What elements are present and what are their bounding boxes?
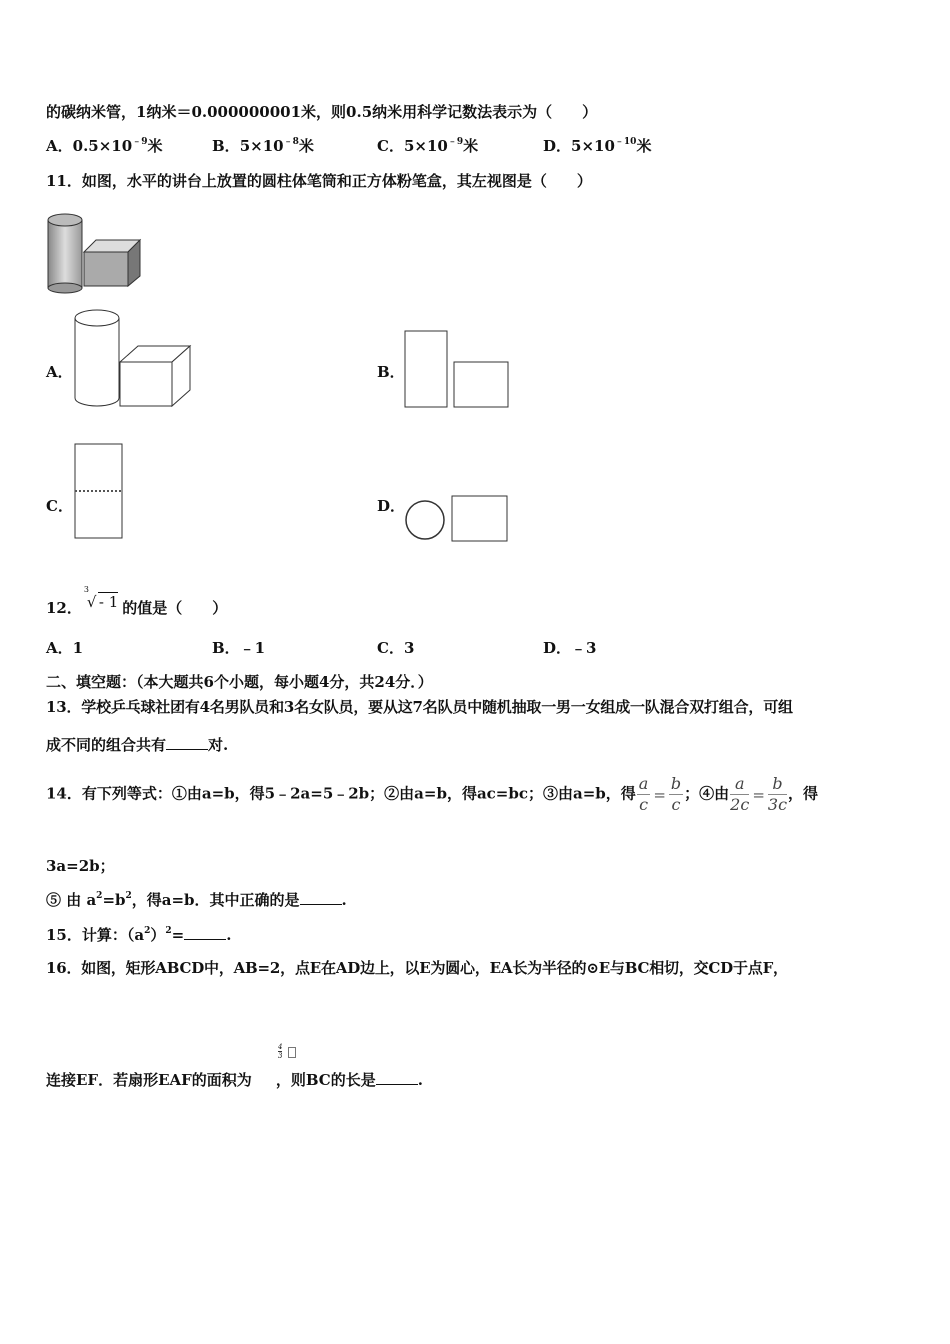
q12-option-b: B．﹣1 (212, 639, 266, 657)
answer-blank[interactable] (300, 890, 342, 905)
q10-option-c: C．$5\times 10^{﹣9}$米 (377, 137, 479, 155)
q11-option-d-figure[interactable] (402, 492, 512, 544)
q12-option-a: A．1 (46, 639, 84, 657)
q12-stem: 的值是（ ） (122, 599, 228, 617)
q13-line1: 13．学校乒乓球社团有4名男队员和3名女队员，要从这7名队员中随机抽取一男一女组成一队混合双打组合，可组 (46, 698, 793, 716)
q10-stem: 的碳纳米管，1纳米＝0.000000001米，则0.5纳米用科学记数法表示为（ ） (46, 103, 598, 121)
section-heading: 二、填空题：（本大题共6个小题，每小题4分，共24分．） (46, 673, 433, 691)
q12-option-c: C．3 (377, 639, 415, 657)
q14-line2: 3a=2b； (46, 857, 115, 875)
q12-cube-root: 3 √ - 1 (83, 585, 119, 611)
q14-part3: ，得 (788, 784, 819, 803)
q11-stem: 11．如图，水平的讲台上放置的圆柱体笔筒和正方体粉笔盒，其左视图是（ ） (46, 172, 592, 190)
q10-option-d: D．$5\times 10^{﹣10}$米 (543, 137, 652, 155)
q11-option-b-label: B． (377, 363, 405, 381)
q10-option-a: A．$0.5\times 10^{﹣9}$米 (46, 137, 163, 155)
q14-fraction-b-over-3c: $\frac{b}{3c}$ (767, 774, 788, 814)
q15: 15．计算：$(a^2)^2=$ . (46, 926, 232, 944)
q11-option-a-label: A． (46, 363, 73, 381)
q14-line3: ⑤ 由 $a^2=b^2$，得a=b．其中正确的是 . (46, 891, 347, 909)
answer-blank[interactable] (376, 1070, 418, 1085)
q11-main-figure (44, 212, 144, 294)
q11-option-a-figure[interactable] (72, 306, 196, 412)
q14-part1: 14．有下列等式：①由a=b，得5﹣2a=5﹣2b；②由a=b，得ac=bc；③由a=b，得 (46, 784, 636, 803)
q13-line2: 成不同的组合共有 对. (46, 736, 229, 754)
pi-placeholder-icon (288, 1047, 296, 1058)
q12-option-d: D．﹣3 (543, 639, 597, 657)
q10-option-b: B．$5\times 10^{﹣8}$米 (212, 137, 314, 155)
q14-part2: ；④由 (684, 784, 730, 803)
q11-option-d-label: D． (377, 497, 406, 515)
q11-option-c-figure[interactable] (72, 442, 126, 542)
q14-fraction-b-over-c: $\frac{b}{c}$ (670, 774, 682, 814)
q14-fraction-a-over-c: $\frac{a}{c}$ (638, 774, 649, 814)
q11-option-b-figure[interactable] (402, 328, 512, 410)
q12-number: 12． (46, 599, 82, 617)
q14-fraction-a-over-2c: $\frac{a}{2c}$ (730, 774, 750, 814)
q14-line1 (46, 774, 926, 815)
q16-area-fraction: 4 3 (278, 1043, 283, 1060)
answer-blank[interactable] (184, 925, 226, 940)
equals-sign: = (752, 785, 765, 804)
equals-sign: = (653, 785, 666, 804)
q12-line (46, 585, 228, 618)
q16-line1: 16．如图，矩形ABCD中，AB=2，点E在AD边上，以E为圆心，EA长为半径的⊙E与BC相切，交CD于点F， (46, 959, 788, 977)
answer-blank[interactable] (166, 735, 208, 750)
q11-option-c-label: C． (46, 497, 73, 515)
q16-line2: 连接EF．若扇形EAF的面积为 ，则BC的长是 . (46, 1071, 423, 1089)
